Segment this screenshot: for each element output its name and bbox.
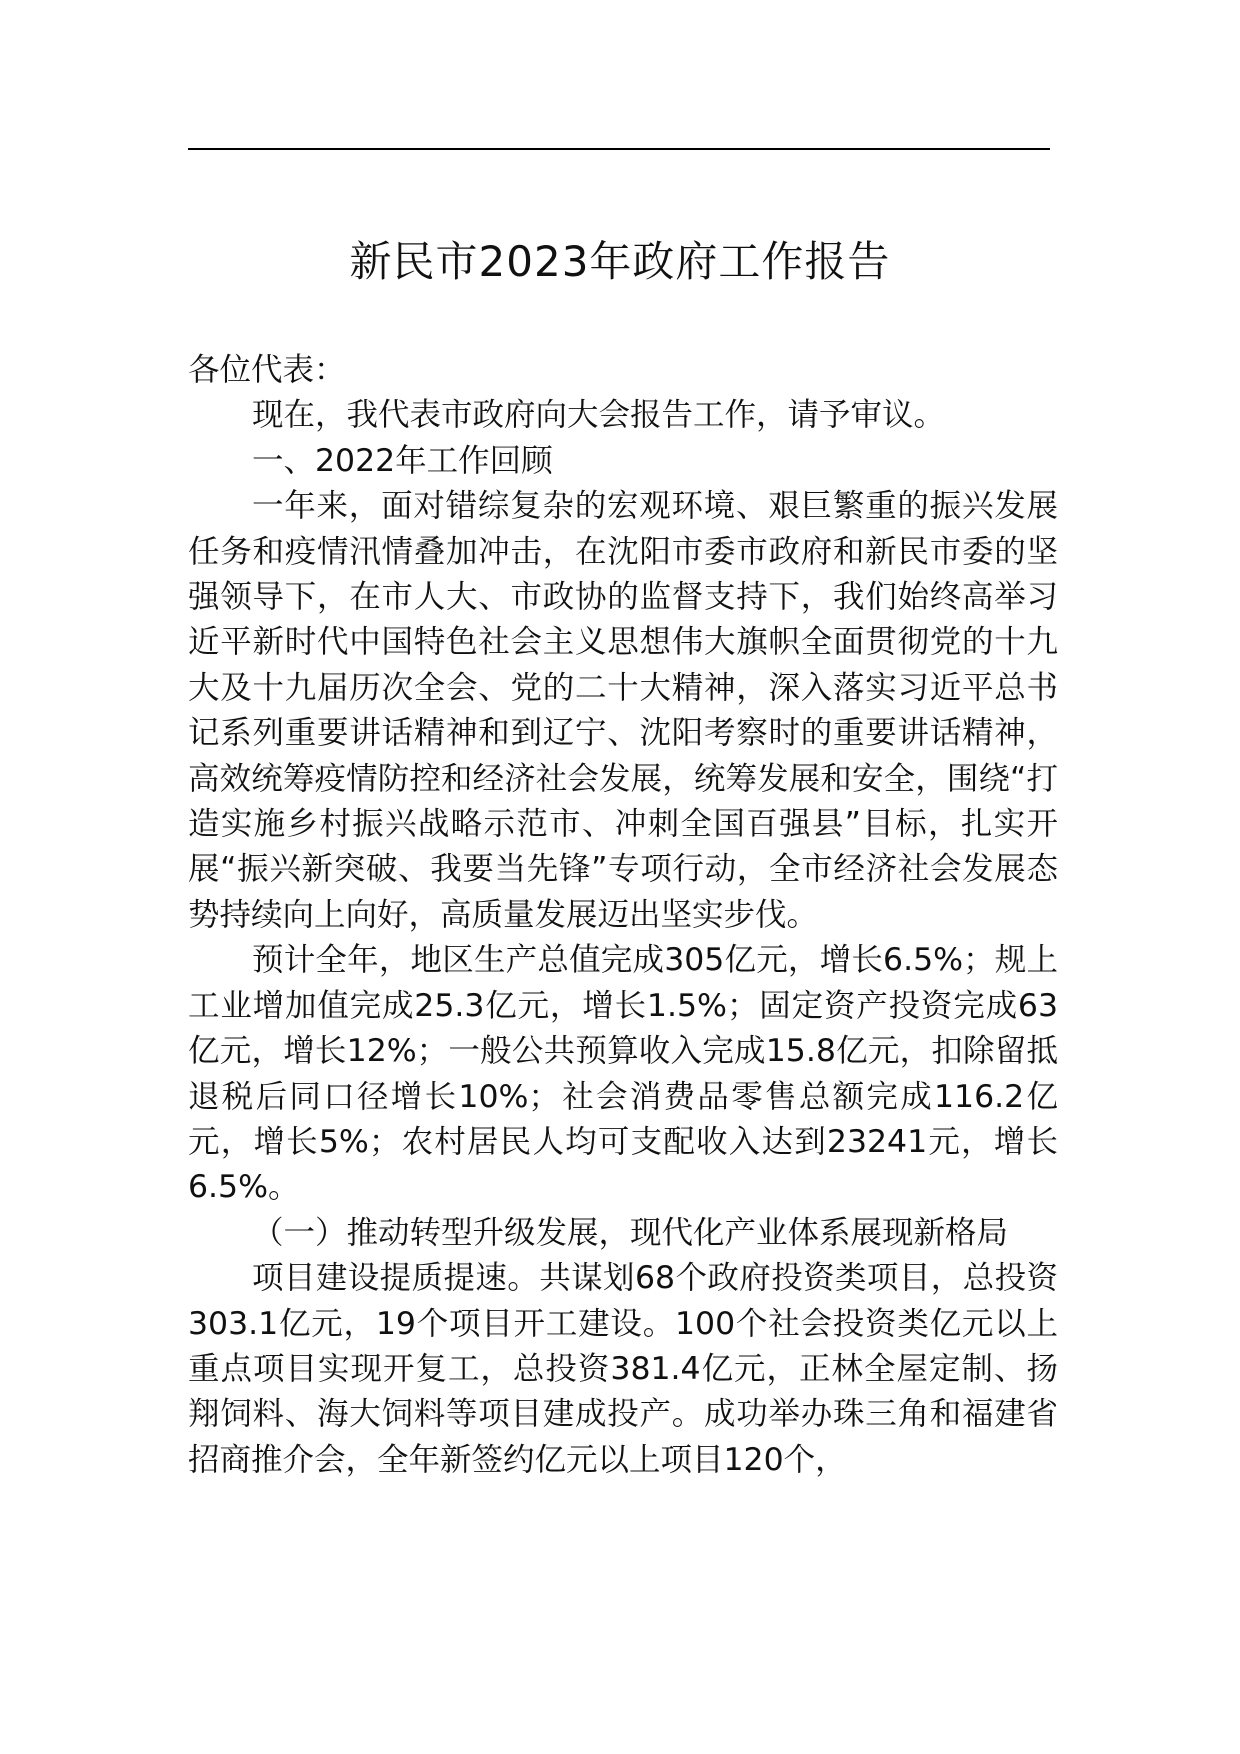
paragraph-review: 一年来，面对错综复杂的宏观环境、艰巨繁重的振兴发展任务和疫情汛情叠加冲击，在沈阳市委市政府和新民市委的坚强领导下，在市人大、市政协的监督支持下，我们始终高举习近平新时代中国特色社会主义思想伟大旗帜全面贯彻党的十九大及十九届历次全会、党的二十大精神，深入落实习近平总书记系列重要讲话精神和到辽宁、沈阳考察时的重要讲话精神，高效统筹疫情防控和经济社会发展，统筹发展和安全，围绕“打造实施乡村振兴战略示范市、冲刺全国百强县”目标，扎实开展“振兴新突破、我要当先锋”专项行动，全市经济社会发展态势持续向上向好，高质量发展迈出坚实步伐。 (188, 488, 1058, 933)
subsection-heading: （一）推动转型升级发展，现代化产业体系展现新格局 (252, 1214, 1009, 1251)
paragraph-projects: 项目建设提质提速。共谋划68个政府投资类项目，总投资303.1亿元，19个项目开工建设。100个社会投资类亿元以上重点项目实现开复工，总投资381.4亿元，正林全屋定制、扬翔饲料、海大饲料等项目建成投产。成功举办珠三角和福建省招商推介会，全年新签约亿元以上项目120个， (188, 1260, 1058, 1478)
section-heading: 一、2022年工作回顾 (252, 442, 553, 479)
document-title: 新民市2023年政府工作报告 (349, 237, 891, 286)
document-body (188, 348, 1058, 1483)
salutation: 各位代表： (188, 352, 346, 388)
header-rule (188, 148, 1050, 150)
paragraph-opening: 现在，我代表市政府向大会报告工作，请予审议。 (252, 397, 946, 434)
paragraph-indicators: 预计全年，地区生产总值完成305亿元，增长6.5%；规上工业增加值完成25.3亿元，增长1.5%；固定资产投资完成63亿元，增长12%；一般公共预算收入完成15.8亿元，扣除留抵退税后同口径增长10%；社会消费品零售总额完成116.2亿元，增长5%；农村居民人均可支配收入达到23241元，增长6.5%。 (188, 942, 1058, 1206)
